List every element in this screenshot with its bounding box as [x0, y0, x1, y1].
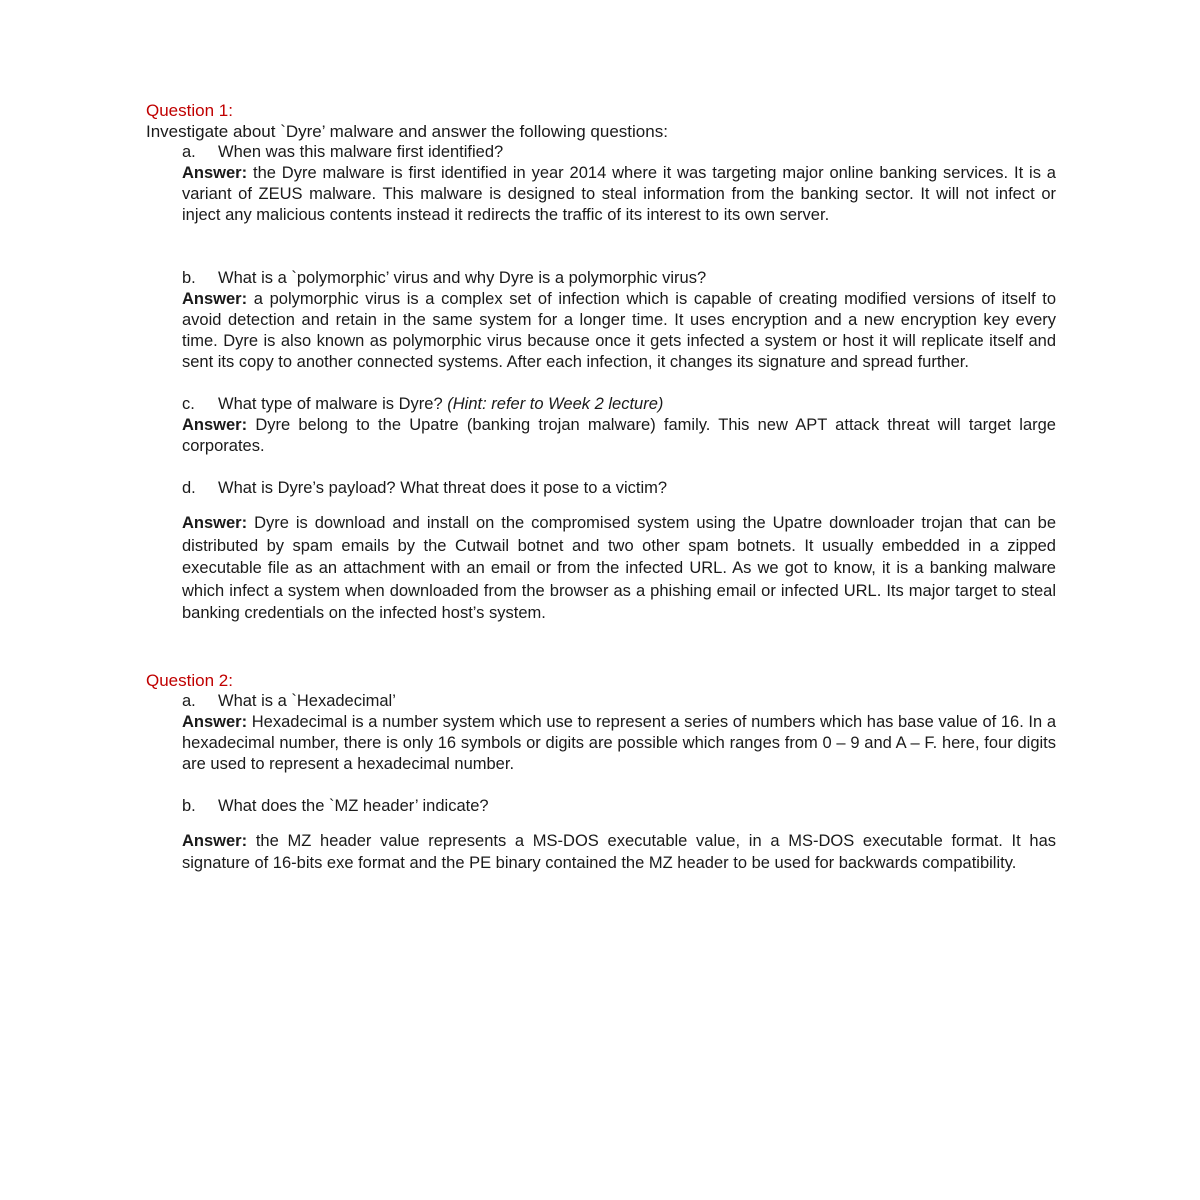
spacer — [146, 499, 1056, 512]
answer-label: Answer: — [182, 416, 248, 434]
spacer — [146, 775, 1056, 796]
item-hint: (Hint: refer to Week 2 lecture) — [447, 395, 664, 413]
answer-1a — [182, 163, 1056, 226]
answer-1d — [182, 512, 1056, 625]
question-1a — [182, 142, 1056, 163]
answer-text: Hexadecimal is a number system which use to represent a series of numbers which has base value of 16. In a hexadecimal number, there is only 16 symbols or digits are possible which ranges from 0 – 9 and A – F. here, four digits are used to represent a hexadecimal number. — [182, 712, 1056, 773]
answer-label: Answer: — [182, 164, 248, 182]
item-question: What is a `Hexadecimal’ — [218, 691, 396, 710]
question-1b — [182, 268, 1056, 289]
item-question: What does the `MZ header’ indicate? — [218, 796, 489, 815]
answer-text: the MZ header value represents a MS-DOS executable value, in a MS-DOS executable format. It has signature of 16-bits exe format and the PE binary contained the MZ header to be used for backwards compatibility. — [182, 831, 1056, 872]
answer-text: Dyre belong to the Upatre (banking trojan malware) family. This new APT attack threat will target large corporates. — [182, 416, 1056, 455]
item-question: What is a `polymorphic’ virus and why Dyre is a polymorphic virus? — [218, 269, 707, 287]
spacer — [146, 817, 1056, 830]
answer-text: Dyre is download and install on the compromised system using the Upatre downloader trojan that can be distributed by spam emails by the Cutwail botnet and two other spam botnets. It usually embedded in a zipped executable file as an attachment with an email or from the infected URL. As we got to know, it is a banking malware which infect a system when downloaded from the browser as a phishing email or infected URL. Its major target to steal banking credentials on the infected host’s system. — [182, 514, 1056, 622]
answer-2b — [182, 830, 1056, 875]
document-page — [146, 100, 1056, 875]
item-letter: d. — [182, 479, 196, 497]
question-1d — [182, 478, 1056, 499]
question-2-heading: Question 2: — [146, 670, 233, 690]
question-2a — [182, 691, 1056, 712]
spacer — [146, 373, 1056, 394]
answer-text: the Dyre malware is first identified in year 2014 where it was targeting major online banking services. It is a variant of ZEUS malware. This malware is designed to steal information from the banking sector. It will not infect or inject any malicious contents instead it redirects the traffic of its interest to its own server. — [182, 164, 1056, 224]
item-question: When was this malware first identified? — [218, 143, 504, 161]
item-question: What is Dyre’s payload? What threat does it pose to a victim? — [218, 479, 668, 497]
answer-1c — [182, 415, 1056, 457]
answer-label: Answer: — [182, 290, 248, 308]
spacer — [146, 457, 1056, 478]
item-letter: b. — [182, 796, 196, 815]
item-letter: a. — [182, 691, 196, 710]
question-1c — [182, 394, 1056, 415]
spacer — [146, 625, 1056, 670]
item-letter: a. — [182, 143, 196, 161]
answer-label: Answer: — [182, 831, 248, 850]
item-letter: c. — [182, 395, 195, 413]
spacer — [146, 226, 1056, 268]
question-1-intro: Investigate about `Dyre’ malware and answer the following questions: — [146, 122, 668, 141]
answer-label: Answer: — [182, 712, 248, 731]
item-question: What type of malware is Dyre? — [218, 395, 443, 413]
question-2b — [182, 796, 1056, 817]
item-letter: b. — [182, 269, 196, 287]
answer-2a — [182, 712, 1056, 775]
answer-label: Answer: — [182, 514, 248, 532]
answer-text: a polymorphic virus is a complex set of infection which is capable of creating modified versions of itself to avoid detection and retain in the same system for a longer time. It uses encryption and a new encryption key every time. Dyre is also known as polymorphic virus because once it gets infected a system or host it will replicate itself and sent its copy to another connected systems. After each infection, it changes its signature and spread further. — [182, 290, 1057, 371]
answer-1b — [182, 289, 1056, 373]
question-1-heading: Question 1: — [146, 101, 233, 120]
